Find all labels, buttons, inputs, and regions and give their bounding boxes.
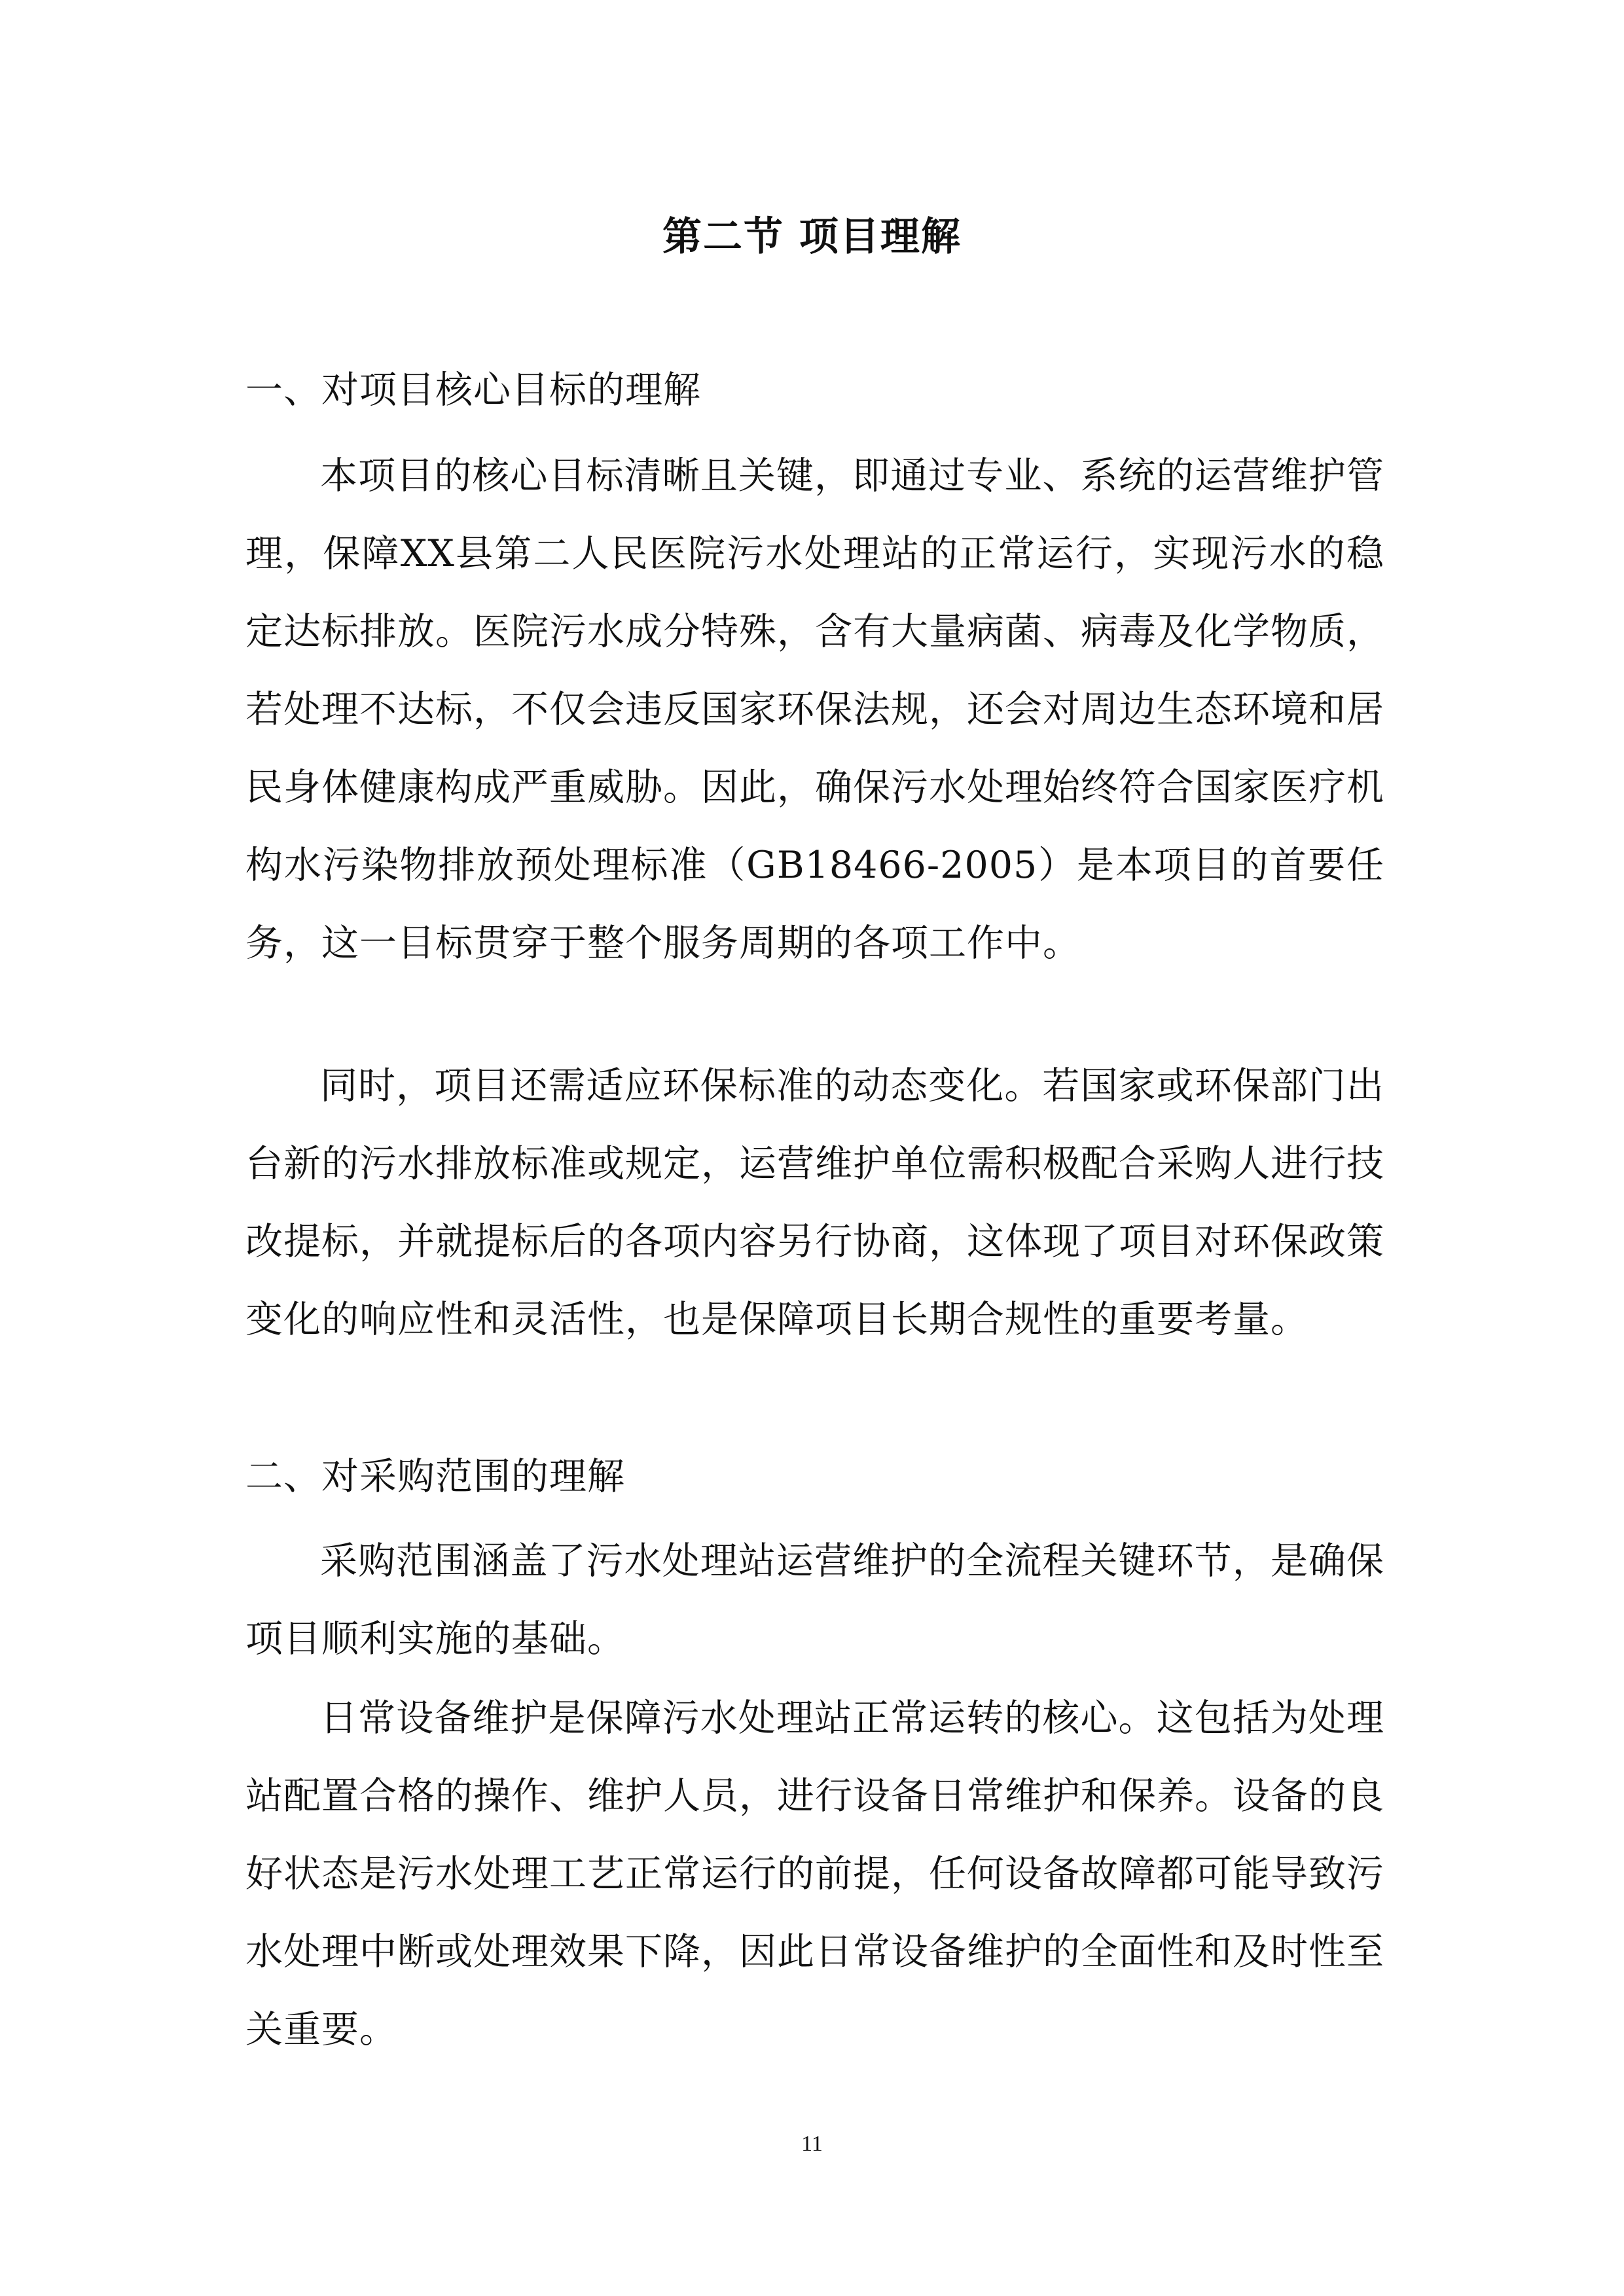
- paragraph-core-goal: 本项目的核心目标清晰且关键，即通过专业、系统的运营维护管理，保障XX县第二人民医院污水处理站的正常运行，实现污水的稳定达标排放。医院污水成分特殊，含有大量病菌、病毒及化学物质，若处理不达标，不仅会违反国家环保法规，还会对周边生态环境和居民身体健康构成严重威胁。因此，确保污水处理始终符合国家医疗机构水污染物排放预处理标准（GB18466-2005）是本项目的首要任务，这一目标贯穿于整个服务周期的各项工作中。: [245, 454, 1384, 965]
- section-heading-procurement-scope: 二、对采购范围的理解: [245, 1455, 625, 1498]
- section-title: 第二节 项目理解: [662, 214, 962, 260]
- page-number: 11: [801, 2132, 823, 2156]
- paragraph-equipment-maintenance: 日常设备维护是保障污水处理站正常运转的核心。这包括为处理站配置合格的操作、维护人员，进行设备日常维护和保养。设备的良好状态是污水处理工艺正常运行的前提，任何设备故障都可能导致污水处理中断或处理效果下降，因此日常设备维护的全面性和及时性至关重要。: [245, 1696, 1384, 2051]
- paragraph-procurement-scope: 采购范围涵盖了污水处理站运营维护的全流程关键环节，是确保项目顺利实施的基础。: [245, 1539, 1384, 1660]
- paragraph-standard-changes: 同时，项目还需适应环保标准的动态变化。若国家或环保部门出台新的污水排放标准或规定，运营维护单位需积极配合采购人进行技改提标，并就提标后的各项内容另行协商，这体现了项目对环保政策变化的响应性和灵活性，也是保障项目长期合规性的重要考量。: [245, 1064, 1384, 1341]
- section-heading-core-goal: 一、对项目核心目标的理解: [245, 368, 701, 412]
